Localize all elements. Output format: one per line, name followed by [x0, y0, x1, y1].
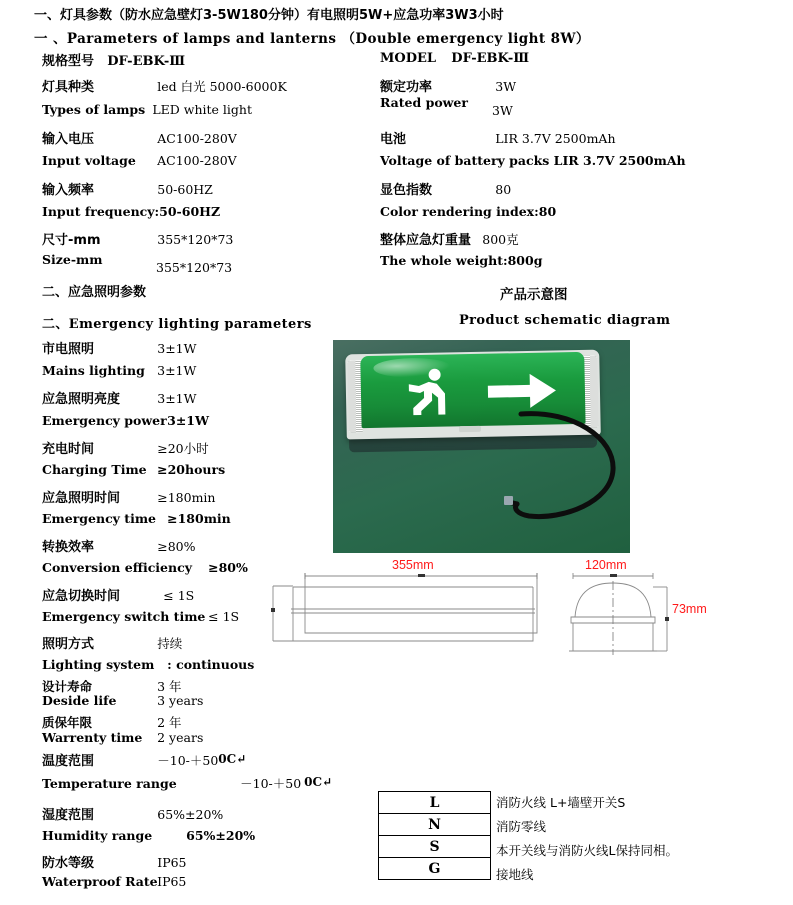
spec-row-charging-time-cn — [42, 438, 209, 457]
spec-row-lighting-system-en — [42, 657, 254, 673]
spec-label: 温度范围 — [42, 754, 95, 769]
spec-row-emergency-brightness-cn — [42, 388, 196, 407]
spec-row-conversion-efficiency-en — [42, 560, 248, 576]
spec-label: 设计寿命 — [42, 679, 93, 694]
spec-value: 3W — [495, 79, 517, 94]
spec-row-weight-cn — [380, 229, 519, 248]
spec-row-emergency-power-en — [42, 413, 209, 429]
spec-value: 355*120*73 — [156, 260, 233, 275]
housing-latch — [459, 426, 481, 432]
spec-row-frequency-cn — [42, 179, 213, 198]
spec-row-size-cn — [42, 229, 233, 248]
spec-value: 3±1W — [157, 341, 197, 356]
spec-label: 整体应急灯重量 — [380, 233, 472, 248]
spec-value: 355*120*73 — [157, 232, 234, 247]
spec-label: Lighting system — [42, 657, 155, 672]
terminal-cell-l: L — [379, 792, 491, 814]
spec-row-rated-power-cn — [380, 76, 516, 95]
spec-label: 照明方式 — [42, 637, 95, 652]
spec-value: ≤ 1S — [163, 588, 195, 603]
spec-label: Emergency time — [42, 511, 157, 526]
spec-value: －10-＋50 — [157, 753, 219, 768]
spec-row-model-cn — [42, 50, 185, 69]
diagram-title-cn: 产品示意图 — [500, 287, 568, 303]
spec-value: ≥180min — [167, 511, 231, 526]
spec-row-waterproof-cn — [42, 852, 187, 871]
spec-row-charging-time-en — [42, 462, 225, 478]
spec-row-humidity-en — [42, 828, 255, 844]
diagram-title-en: Product schematic diagram — [459, 313, 671, 328]
spec-row-warranty-en — [42, 730, 203, 746]
terminal-cell-n: N — [379, 814, 491, 836]
spec-value: ≥180min — [157, 490, 216, 505]
spec-value: 80 — [495, 182, 512, 197]
spec-row-humidity-cn — [42, 804, 223, 823]
section2-title-en: 二、Emergency lighting parameters — [42, 317, 312, 332]
spec-label: 显色指数 — [380, 183, 433, 198]
wiring-notes — [496, 791, 678, 887]
spec-label: 防水等级 — [42, 856, 95, 871]
spec-label: Charging Time — [42, 462, 147, 477]
spec-row-emergency-time-en — [42, 511, 231, 527]
spec-label: Input voltage — [42, 153, 136, 168]
spec-label: Rated power — [380, 95, 468, 110]
table-row — [379, 858, 491, 880]
spec-row-weight-en — [380, 253, 542, 269]
spec-value: IP65 — [157, 874, 187, 889]
spec-label: Temperature range — [42, 776, 177, 791]
spec-value: 持续 — [157, 636, 183, 651]
spec-row-model-en — [380, 50, 529, 66]
spec-label: 电池 — [380, 132, 407, 147]
spec-value: : continuous — [167, 657, 255, 672]
spec-label: 湿度范围 — [42, 808, 95, 823]
spec-label: Warrenty time — [42, 730, 143, 745]
table-row — [379, 792, 491, 814]
spec-label: MODEL — [380, 51, 437, 66]
spec-label: 输入频率 — [42, 183, 95, 198]
spec-row-lamp-type-cn — [42, 76, 287, 95]
spec-value: ≥80% — [208, 560, 248, 575]
spec-value: IP65 — [157, 855, 187, 870]
spec-value: 3±1W — [157, 363, 197, 378]
spec-value: LED white light — [152, 102, 252, 117]
spec-row-rated-power-en-label — [380, 95, 468, 111]
spec-value: 3 年 — [157, 679, 182, 694]
spec-label: Voltage of battery packs LIR 3.7V 2500mAh — [380, 153, 686, 168]
spec-label: 输入电压 — [42, 132, 95, 147]
spec-row-input-voltage-cn — [42, 128, 237, 147]
spec-value: led 白光 5000-6000K — [157, 79, 287, 94]
spec-row-lamp-type-en — [42, 102, 252, 118]
spec-label: Emergency switch time — [42, 609, 206, 624]
spec-value: ≤ 1S — [208, 609, 240, 624]
spec-label: 市电照明 — [42, 342, 95, 357]
spec-value: ≥20hours — [157, 462, 226, 477]
spec-label: 转换效率 — [42, 540, 95, 555]
page-title-en: 一 、Parameters of lamps and lanterns （Double emergency light 8W） — [34, 31, 590, 47]
running-man-icon — [398, 366, 451, 417]
wiring-note-g: 接地线 — [496, 867, 534, 882]
housing-rib-right — [583, 356, 598, 428]
spec-value: ≥20小时 — [157, 441, 209, 456]
terminal-cell-s: S — [379, 836, 491, 858]
spec-row-switch-time-cn — [42, 585, 194, 604]
spec-row-mains-lighting-en — [42, 363, 196, 379]
spec-row-input-voltage-en — [42, 153, 237, 169]
spec-label: 应急照明亮度 — [42, 392, 121, 407]
spec-row-size-en-label — [42, 252, 102, 268]
spec-label: Size-mm — [42, 252, 103, 267]
spec-label: Types of lamps — [42, 102, 146, 117]
spec-row-emergency-time-cn — [42, 487, 215, 506]
spec-row-rated-power-en-value — [492, 103, 513, 119]
spec-row-battery-cn — [380, 128, 616, 147]
spec-value: DF-EBK-Ⅲ — [451, 51, 530, 66]
spec-row-battery-en — [380, 153, 686, 169]
spec-row-warranty-cn — [42, 713, 182, 731]
spec-label: 规格型号 — [42, 54, 95, 69]
spec-label: 充电时间 — [42, 442, 95, 457]
front-view-drawing — [265, 565, 555, 660]
spec-value: 50-60HZ — [157, 182, 213, 197]
spec-row-temperature-cn — [42, 750, 246, 769]
table-row — [379, 814, 491, 836]
dimension-label-width: 355mm — [392, 558, 434, 572]
spec-value-unit: 0C↵ — [304, 775, 333, 789]
spec-row-temperature-en — [42, 774, 332, 792]
spec-value: DF-EBK-Ⅲ — [107, 54, 186, 69]
spec-value: 65%±20% — [186, 828, 256, 843]
spec-row-mains-lighting-cn — [42, 338, 196, 357]
spec-label: Humidity range — [42, 828, 153, 843]
spec-value: 2 years — [157, 730, 204, 745]
spec-value-unit: 0C↵ — [218, 752, 247, 766]
wiring-note-l: 消防火线 L+墙壁开关S — [496, 795, 626, 810]
spec-row-waterproof-en — [42, 874, 186, 890]
wiring-note-n: 消防零线 — [496, 819, 547, 834]
spec-label: 质保年限 — [42, 715, 93, 730]
spec-value: 3±1W — [167, 413, 210, 428]
spec-value: 800克 — [482, 232, 519, 247]
spec-row-size-en-value — [156, 260, 232, 276]
right-arrow-icon — [486, 370, 559, 411]
page-title-cn: 一、灯具参数（防水应急壁灯3-5W180分钟）有电照明5W+应急功率3W3小时 — [34, 8, 504, 23]
spec-label: Emergency power — [42, 413, 167, 428]
spec-row-frequency-en — [42, 204, 220, 220]
spec-label: 额定功率 — [380, 80, 433, 95]
spec-label: 应急切换时间 — [42, 589, 121, 604]
spec-label: 尺寸-mm — [42, 233, 101, 248]
dimension-label-depth: 120mm — [585, 558, 627, 572]
spec-value: 65%±20% — [157, 807, 224, 822]
spec-label: Waterproof Rate — [42, 874, 158, 889]
spec-label: Input frequency:50-60HZ — [42, 204, 221, 219]
spec-label: Deside life — [42, 693, 117, 708]
spec-row-cri-en — [380, 204, 556, 220]
spec-label: Color rendering index:80 — [380, 204, 557, 219]
spec-row-cri-cn — [380, 179, 511, 198]
exit-sign-panel — [360, 352, 585, 428]
spec-row-switch-time-en — [42, 609, 239, 625]
wiring-table — [378, 791, 491, 880]
wiring-note-s: 本开关线与消防火线L保持同相。 — [496, 843, 678, 858]
spec-value: 3 years — [157, 693, 204, 708]
spec-value: ≥80% — [157, 539, 196, 554]
spec-label: 应急照明时间 — [42, 491, 121, 506]
spec-row-lighting-system-cn — [42, 633, 182, 652]
dimension-label-height: 73mm — [672, 602, 707, 616]
spec-value: 3W — [492, 103, 513, 118]
spec-row-conversion-efficiency-cn — [42, 536, 196, 555]
table-row — [379, 836, 491, 858]
spec-value: AC100-280V — [157, 131, 237, 146]
spec-value: 2 年 — [157, 715, 182, 730]
spec-value: LIR 3.7V 2500mAh — [495, 131, 616, 146]
terminal-cell-g: G — [379, 858, 491, 880]
spec-value: －10-＋50 — [240, 776, 302, 791]
spec-label: 灯具种类 — [42, 80, 95, 95]
section2-title-cn: 二、应急照明参数 — [42, 285, 147, 300]
product-photo — [333, 340, 630, 553]
spec-label: The whole weight:800g — [380, 253, 543, 268]
spec-value: 3±1W — [157, 391, 197, 406]
spec-label: Conversion efficiency — [42, 560, 192, 575]
spec-label: Mains lighting — [42, 363, 145, 378]
spec-row-design-life-en — [42, 693, 203, 709]
spec-value: AC100-280V — [157, 153, 237, 168]
